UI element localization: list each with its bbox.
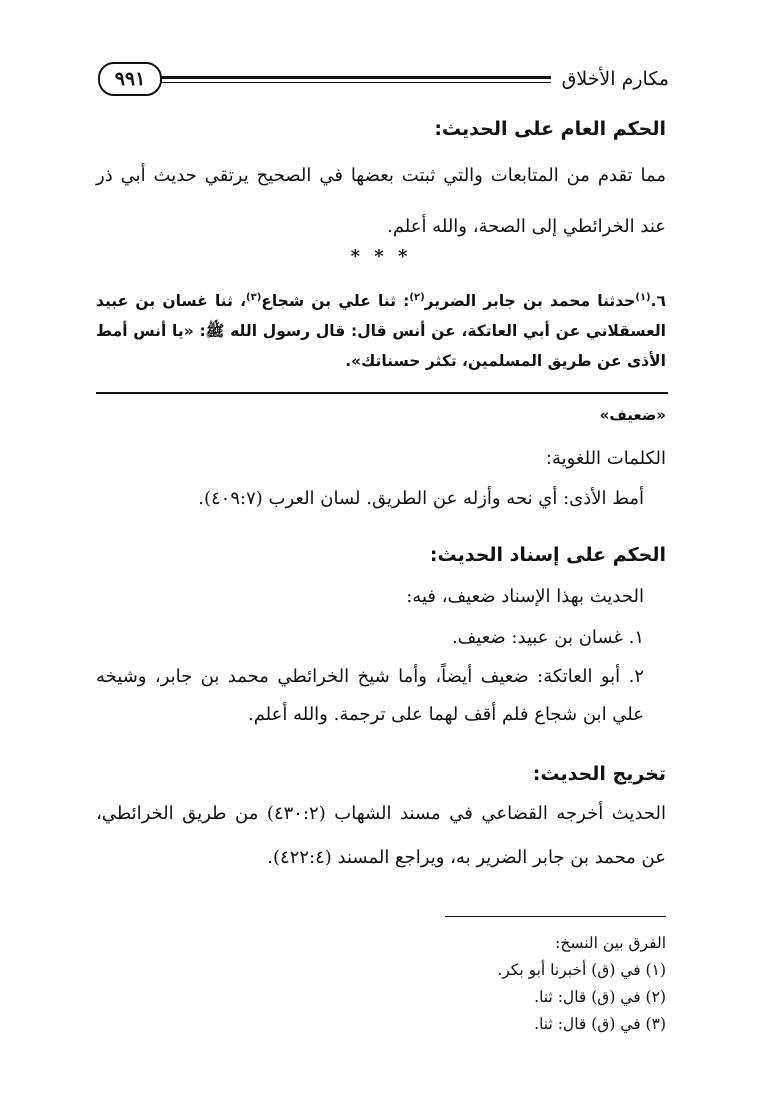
takhrij-heading: تخريج الحديث: <box>532 763 666 785</box>
general-ruling-heading: الحكم العام على الحديث: <box>434 118 666 140</box>
footnotes <box>96 930 666 1038</box>
footnote-1: (١) في (ق) أخبرنا أبو بكر. <box>497 961 666 979</box>
footnote-3: (٣) في (ق) قال: ثنا. <box>534 1015 666 1033</box>
footnote-2: (٢) في (ق) قال: ثنا. <box>534 988 666 1006</box>
hadith-part-2: : ثنا علي بن شجاع <box>261 292 410 311</box>
vocabulary-text: أمط الأذى: أي نحه وأزله عن الطريق. لسان العرب (٤٠٩:٧). <box>198 488 644 509</box>
footnote-ref-1[interactable]: (١) <box>635 292 651 303</box>
hadith-part-1: حدثنا محمد بن جابر الضرير <box>424 292 636 311</box>
header-rule <box>160 76 551 86</box>
takhrij-text: الحديث أخرجه القضاعي في مسند الشهاب (٤٣٠:٢) من طريق الخرائطي، عن محمد بن جابر الضرير به، ويراجع المسند (٤٢٢:٤). <box>96 803 666 868</box>
hadith-part-3: ، ثنا غسان بن عبيد العسقلاني عن أبي العاتكة، عن أنس قال: قال رسول الله ﷺ: «يا أنس أمط الأذى عن طريق المسلمين، تكثر حسناتك». <box>96 292 666 371</box>
vocabulary-heading: الكلمات اللغوية: <box>545 448 666 469</box>
general-ruling-text: مما تقدم من المتابعات والتي ثبتت بعضها في الصحيح يرتقي حديث أبي ذر عند الخرائطي إلى الصحة، والله أعلم. <box>96 165 666 237</box>
footnotes-heading: الفرق بين النسخ: <box>555 934 666 952</box>
chain-ruling-intro: الحديث بهذا الإسناد ضعيف، فيه: <box>406 586 644 607</box>
footnote-ref-3[interactable]: (٣) <box>246 292 262 303</box>
section-rule <box>96 392 668 394</box>
footnote-rule <box>445 916 666 917</box>
footnote-ref-2[interactable]: (٢) <box>409 292 425 303</box>
section-separator: * * * <box>350 246 412 267</box>
hadith-grade: «ضعيف» <box>599 406 666 424</box>
running-title: مكارم الأخلاق <box>561 68 669 90</box>
hadith-text <box>96 283 666 376</box>
chain-item-1: ١. غسان بن عبيد: ضعيف. <box>451 627 644 648</box>
hadith-number: ٦. <box>650 292 666 311</box>
page-header <box>98 60 669 100</box>
chain-item-2: ٢. أبو العاتكة: ضعيف أيضاً، وأما شيخ الخرائطي محمد بن جابر، وشيخه علي ابن شجاع فلم أقف لهما على ترجمة. والله أعلم. <box>96 666 644 725</box>
page-number: ٩٩١ <box>98 62 162 96</box>
chain-ruling-heading: الحكم على إسناد الحديث: <box>429 544 666 566</box>
